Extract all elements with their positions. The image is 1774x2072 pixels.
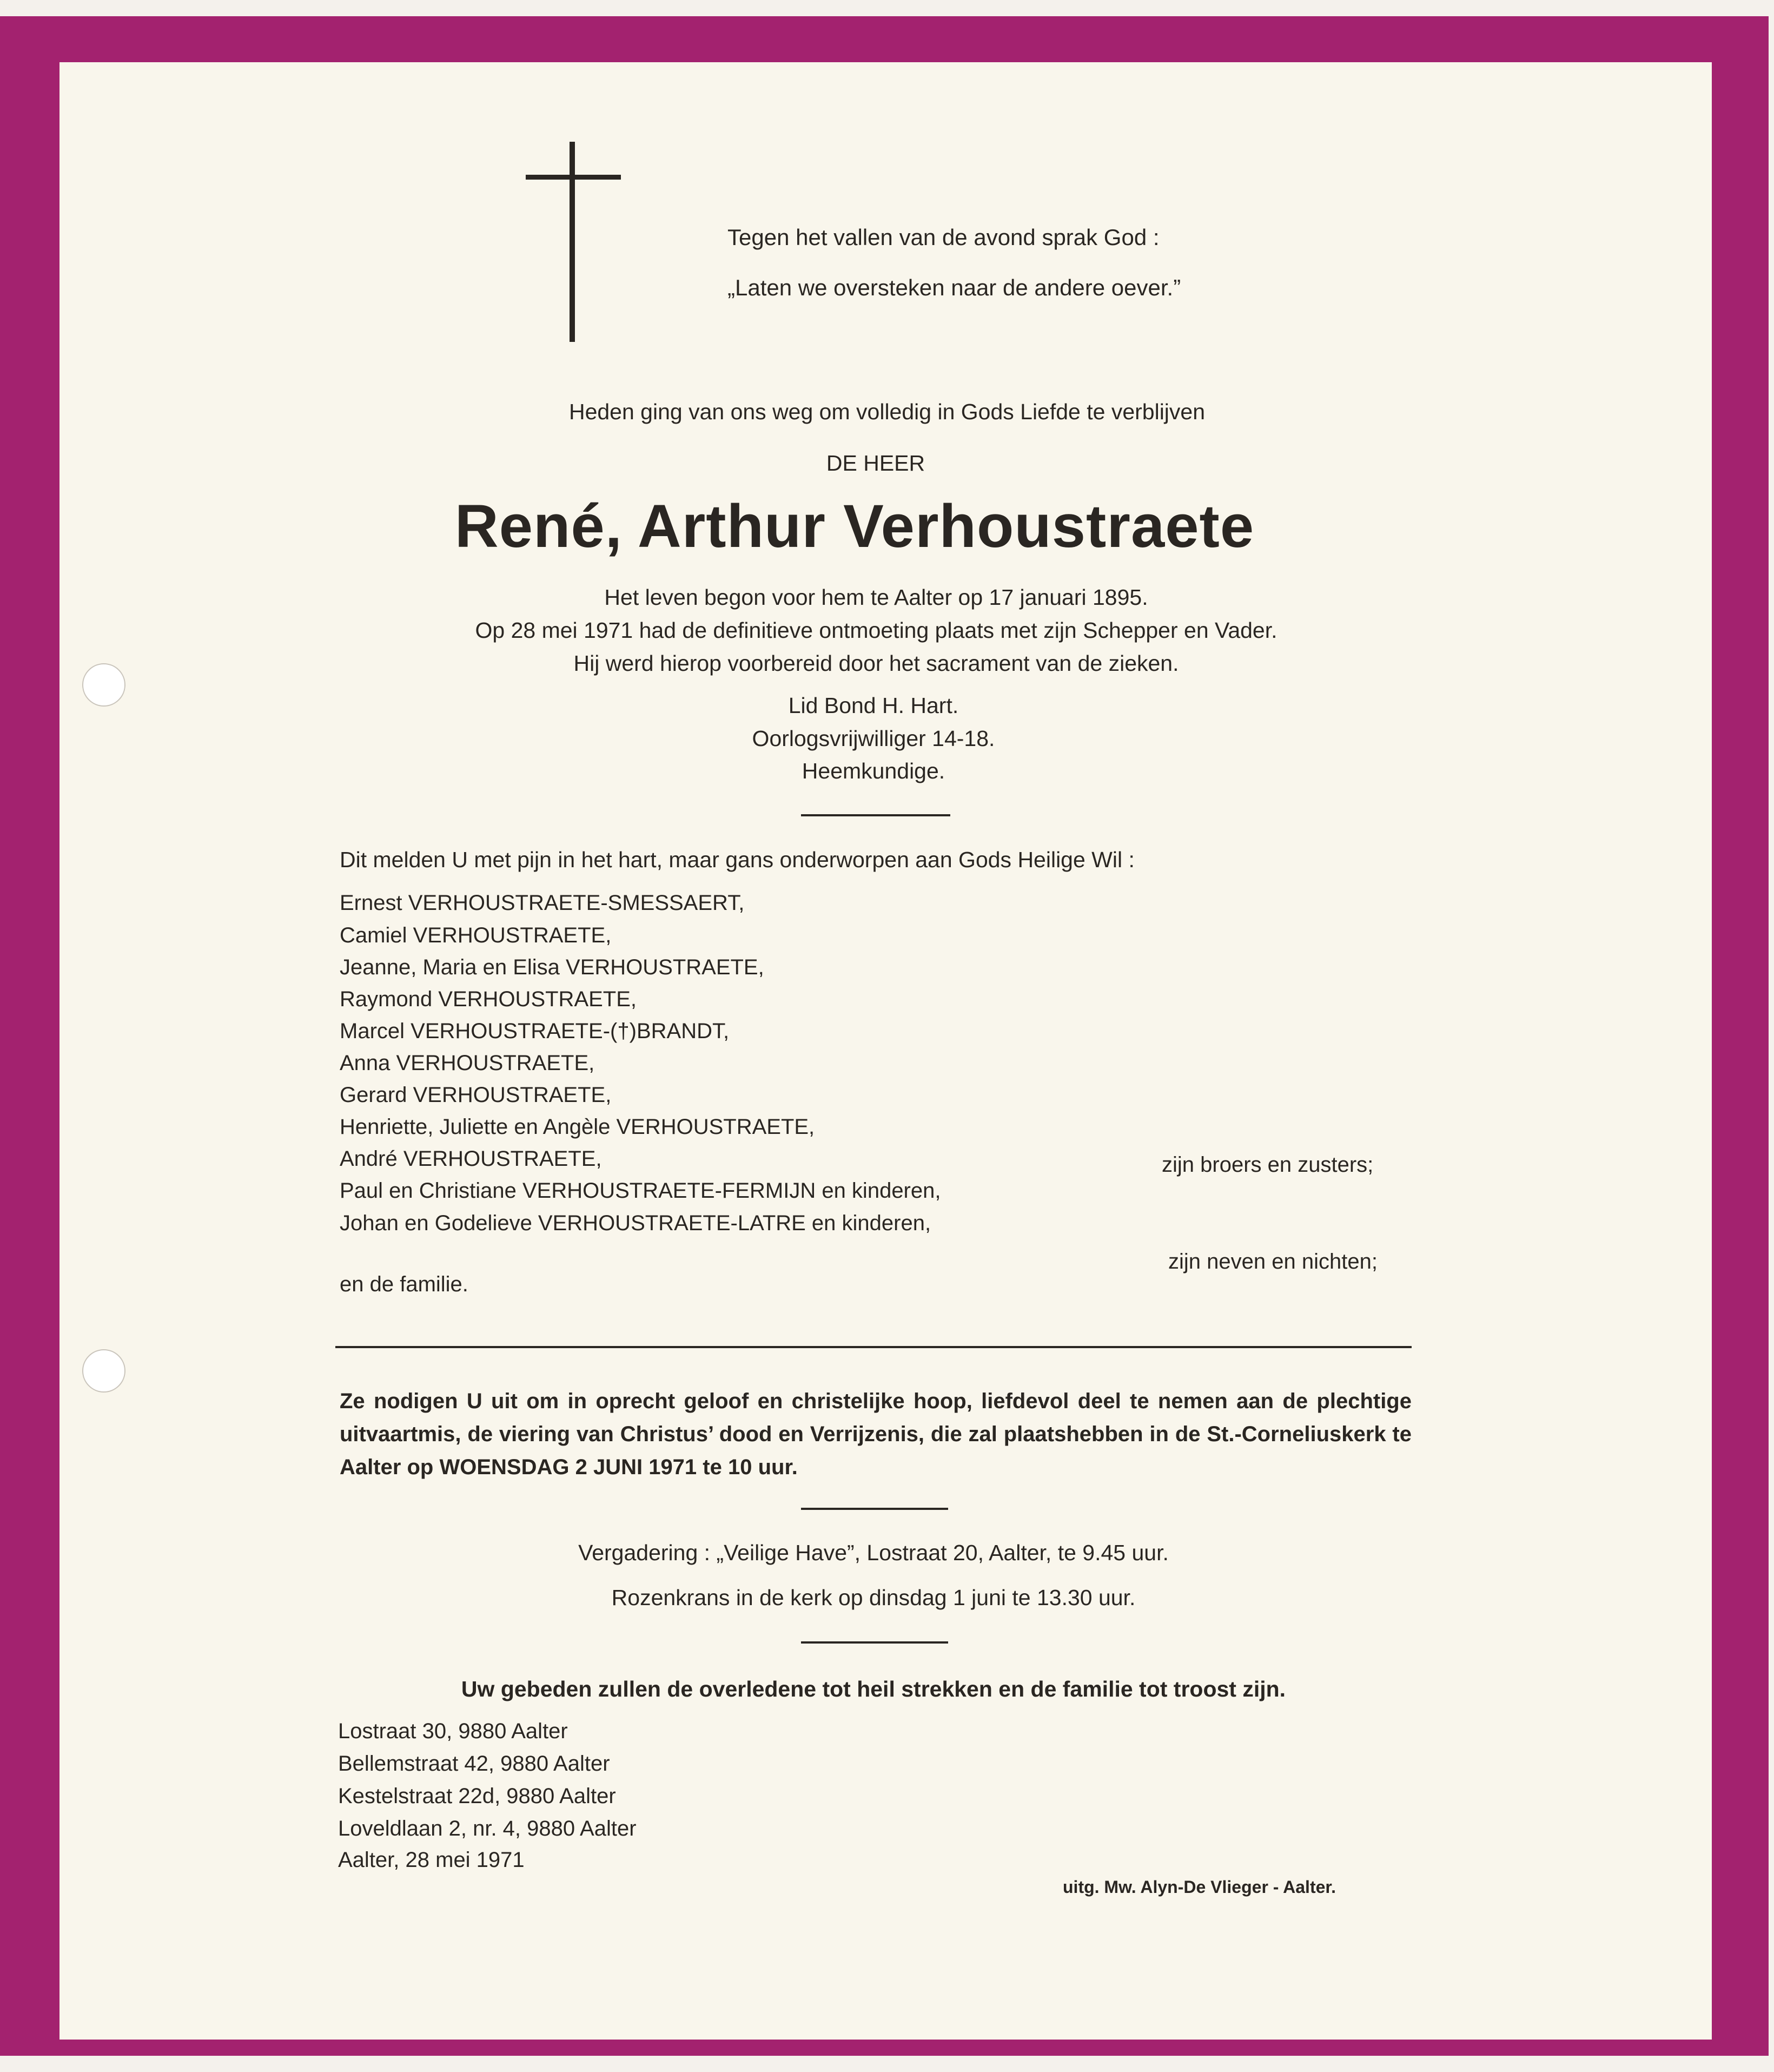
- punch-hole-top: [82, 663, 125, 707]
- publisher-credit: uitg. Mw. Alyn-De Vlieger - Aalter.: [1063, 1877, 1336, 1897]
- divider-short-3: [801, 1641, 948, 1644]
- life-line-1: Het leven begon voor hem te Aalter op 17 januari 1895.: [604, 585, 1148, 610]
- intro-text: Heden ging van ons weg om volledig in Gods Liefde te verblijven: [568, 399, 1206, 424]
- announcement-text: Dit melden U met pijn in het hart, maar gans onderworpen aan Gods Heilige Wil :: [340, 847, 1135, 872]
- quote-line-1: Tegen het vallen van de avond sprak God :: [727, 225, 1160, 250]
- sibling-line: Jeanne, Maria en Elisa VERHOUSTRAETE,: [340, 955, 764, 979]
- card-paper: [59, 62, 1712, 2040]
- divider-long: [335, 1346, 1412, 1348]
- rosary-text: Rozenkrans in de kerk op dinsdag 1 juni te 13.30 uur.: [611, 1585, 1136, 1610]
- address-line: Lostraat 30, 9880 Aalter: [338, 1719, 568, 1743]
- sibling-line: Henriette, Juliette en Angèle VERHOUSTRAETE,: [340, 1115, 815, 1139]
- sibling-line: Marcel VERHOUSTRAETE-(†)BRANDT,: [340, 1019, 730, 1043]
- nephews-label: zijn neven en nichten;: [1168, 1250, 1378, 1273]
- meeting-text: Vergadering : „Veilige Have”, Lostraat 20, Aalter, te 9.45 uur.: [578, 1540, 1169, 1565]
- sibling-line: Raymond VERHOUSTRAETE,: [340, 987, 637, 1011]
- siblings-label: zijn broers en zusters;: [1162, 1153, 1374, 1177]
- punch-hole-bottom: [82, 1349, 125, 1393]
- address-line: Bellemstraat 42, 9880 Aalter: [338, 1752, 610, 1776]
- cross-icon: [519, 142, 627, 342]
- role-line-1: Lid Bond H. Hart.: [788, 693, 959, 718]
- date-line: Aalter, 28 mei 1971: [338, 1848, 525, 1872]
- nephew-line: Johan en Godelieve VERHOUSTRAETE-LATRE en kinderen,: [340, 1211, 931, 1235]
- prayers-text: Uw gebeden zullen de overledene tot heil strekken en de familie tot troost zijn.: [461, 1677, 1286, 1701]
- deceased-name: René, Arthur Verhoustraete: [454, 492, 1255, 560]
- nephew-line: Paul en Christiane VERHOUSTRAETE-FERMIJN en kinderen,: [340, 1179, 941, 1203]
- sibling-line: Camiel VERHOUSTRAETE,: [340, 923, 612, 947]
- divider-short-2: [801, 1508, 948, 1510]
- divider-short-1: [801, 814, 950, 816]
- invitation-text: Ze nodigen U uit om in oprecht geloof en christelijke hoop, liefdevol deel te nemen aan de plechtige uitvaartmis, de viering van Christus’ dood en Verrijzenis, die zal plaatshebben in de St.-Corneliuskerk te Aalter op WOENSDAG 2 JUNI 1971 te 10 uur.: [340, 1389, 1412, 1479]
- life-line-2: Op 28 mei 1971 had de definitieve ontmoeting plaats met zijn Schepper en Vader.: [475, 618, 1277, 643]
- life-line-3: Hij werd hierop voorbereid door het sacrament van de zieken.: [573, 651, 1179, 676]
- sibling-line: Anna VERHOUSTRAETE,: [340, 1051, 595, 1075]
- role-line-2: Oorlogsvrijwilliger 14-18.: [752, 726, 995, 751]
- address-line: Kestelstraat 22d, 9880 Aalter: [338, 1784, 616, 1808]
- family-line: en de familie.: [340, 1272, 468, 1296]
- sibling-line: André VERHOUSTRAETE,: [340, 1147, 602, 1171]
- role-line-3: Heemkundige.: [802, 758, 945, 783]
- address-line: Loveldlaan 2, nr. 4, 9880 Aalter: [338, 1817, 637, 1840]
- title-de-heer: DE HEER: [826, 451, 925, 476]
- quote-line-2: „Laten we oversteken naar de andere oever.”: [727, 275, 1181, 300]
- sibling-line: Ernest VERHOUSTRAETE-SMESSAERT,: [340, 891, 745, 915]
- sibling-line: Gerard VERHOUSTRAETE,: [340, 1083, 612, 1107]
